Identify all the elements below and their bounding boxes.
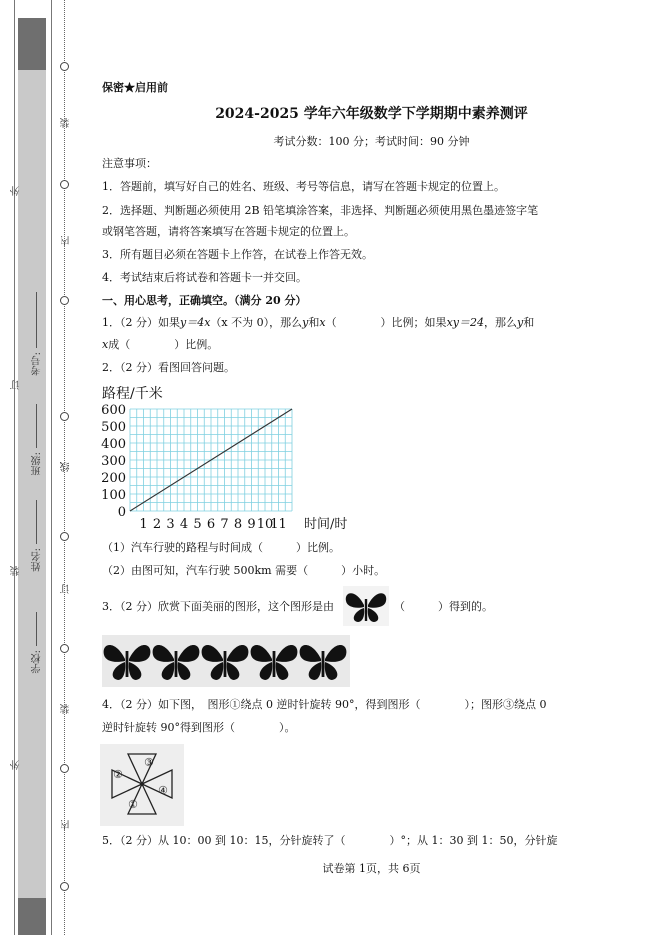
cut-circle (60, 62, 69, 71)
note-item: 2．选择题、判断题必须使用 2B 铅笔填涂答案，非选择、判断题必须使用黑色墨迹签字笔 (102, 204, 539, 217)
margin-label-outer: 外 (11, 186, 22, 196)
x-tick-label: 8 (233, 517, 243, 532)
figure-label-3: ③ (144, 756, 154, 769)
rotation-figure (100, 744, 184, 826)
note-item: 3．所有题目必须在答题卡上作答，在试卷上作答无效。 (102, 248, 373, 261)
school-field-line[interactable] (36, 612, 37, 646)
butterfly-icon (343, 586, 389, 626)
question-2-sub-2: （2）由图可知，汽车行驶 500km 需要（ ）小时。 (102, 564, 386, 577)
q1-var: y (516, 316, 524, 329)
confidential-label: 保密★启用前 (102, 81, 168, 94)
q1-text: 和 (308, 316, 320, 329)
cut-circle (60, 882, 69, 891)
exam-number-field-label: 考号: (32, 352, 43, 376)
q1-equation-2: xy＝24 (446, 316, 484, 329)
question-2-sub-1: （1）汽车行驶的路程与时间成（ ）比例。 (102, 541, 340, 554)
question-2: 2．（2 分）看图回答问题。 (102, 361, 235, 374)
cut-label: 订 (61, 584, 72, 594)
cut-circle (60, 644, 69, 653)
note-item: 4．考试结束后将试卷和答题卡一并交回。 (102, 271, 307, 284)
cut-label: 内 (61, 820, 72, 830)
note-item: 1．答题前，填写好自己的姓名、班级、考号等信息，请写在答题卡规定的位置上。 (102, 180, 505, 193)
cut-circle (60, 764, 69, 773)
section-heading: 一、用心思考，正确填空。（满分 20 分） (102, 294, 307, 307)
x-tick-label: 11 (270, 517, 287, 532)
exam-number-field-line[interactable] (36, 292, 37, 348)
cut-label: 线 (61, 462, 72, 472)
notes-heading: 注意事项： (102, 157, 157, 170)
q1-text: ，那么 (483, 316, 517, 329)
question-3-answer-blank[interactable]: （ ）得到的。 (394, 600, 493, 613)
q1-text: （x 不为 0），那么 (210, 316, 303, 329)
y-tick-label: 600 (101, 403, 126, 418)
q1-text: 1．（2 分）如果 (102, 316, 180, 329)
school-field-label: 学校: (32, 650, 43, 674)
question-4-line-2: 逆时针旋转 90°得到图形（ ）。 (102, 721, 296, 734)
margin-label-outer: 装 (11, 566, 22, 576)
y-tick-label: 200 (101, 471, 126, 486)
x-tick-label: 2 (152, 517, 162, 532)
question-1-line-2 (102, 338, 218, 352)
x-tick-label: 4 (179, 517, 189, 532)
x-tick-label: 6 (206, 517, 216, 532)
cut-label: 装 (61, 118, 72, 128)
y-tick-label: 100 (101, 488, 126, 503)
class-field-label: 班级: (32, 452, 43, 476)
x-tick-label: 7 (220, 517, 229, 532)
question-3-text: 3．（2 分）欣赏下面美丽的图形，这个图形是由 (102, 600, 334, 613)
chart-x-ticks (139, 517, 286, 532)
figure-label-1: ① (128, 798, 138, 811)
class-field-line[interactable] (36, 404, 37, 448)
cut-circle (60, 412, 69, 421)
q1-equation-1: y＝4x (180, 316, 211, 329)
margin-label-outer: 外 (11, 760, 22, 770)
question-1-line-1 (102, 316, 534, 330)
exam-info: 考试分数：100 分；考试时间：90 分钟 (273, 135, 470, 148)
cut-circle (60, 296, 69, 305)
question-5: 5．（2 分）从 10：00 到 10：15，分针旋转了（ ）°；从 1：30 到 1：50，分针旋 (102, 834, 558, 847)
q1-text: 和 (523, 316, 535, 329)
distance-time-chart (100, 380, 360, 532)
cut-label: 内 (61, 236, 72, 246)
y-tick-label: 500 (101, 420, 126, 435)
x-tick-label: 3 (166, 517, 175, 532)
note-item: 或钢笔答题，请将答案填写在答题卡规定的位置上。 (102, 225, 355, 238)
page-title: 2024-2025 学年六年级数学下学期期中素养测评 (215, 106, 528, 122)
margin-label-outer: 订 (11, 380, 22, 390)
question-4-line-1: 4．（2 分）如下图， 图形①绕点 0 逆时针旋转 90°，得到图形（ ）；图形③绕点 0 (102, 698, 547, 711)
margin-block-top (18, 18, 46, 70)
q1-var: x (319, 316, 326, 329)
x-tick-label: 5 (193, 517, 202, 532)
x-tick-label: 10 (256, 517, 274, 532)
figure-label-2: ② (113, 768, 123, 781)
chart-x-axis-label: 时间/时 (304, 517, 348, 532)
binding-margin (0, 0, 82, 935)
butterfly-row (102, 635, 350, 687)
cut-circle (60, 180, 69, 189)
q1-var: y (302, 316, 309, 329)
x-tick-label: 9 (247, 517, 256, 532)
y-tick-label: 0 (117, 505, 126, 520)
q1-answer-blank-2[interactable]: 成（ ）比例。 (108, 338, 219, 351)
chart-y-ticks (101, 403, 126, 520)
q1-answer-blank-1[interactable]: （ ）比例；如果 (325, 316, 447, 329)
name-field-line[interactable] (36, 500, 37, 544)
x-tick-label: 1 (139, 517, 148, 532)
page-footer: 试卷第 1页，共 6页 (322, 862, 421, 875)
figure-label-4: ④ (158, 784, 168, 797)
cut-label: 装 (61, 704, 72, 714)
margin-block-bottom (18, 898, 46, 935)
y-tick-label: 300 (101, 454, 126, 469)
y-tick-label: 400 (101, 437, 126, 452)
name-field-label: 姓名: (32, 548, 43, 572)
q1-var: x (102, 338, 109, 351)
chart-y-axis-label: 路程/千米 (102, 386, 163, 402)
cut-circle (60, 532, 69, 541)
